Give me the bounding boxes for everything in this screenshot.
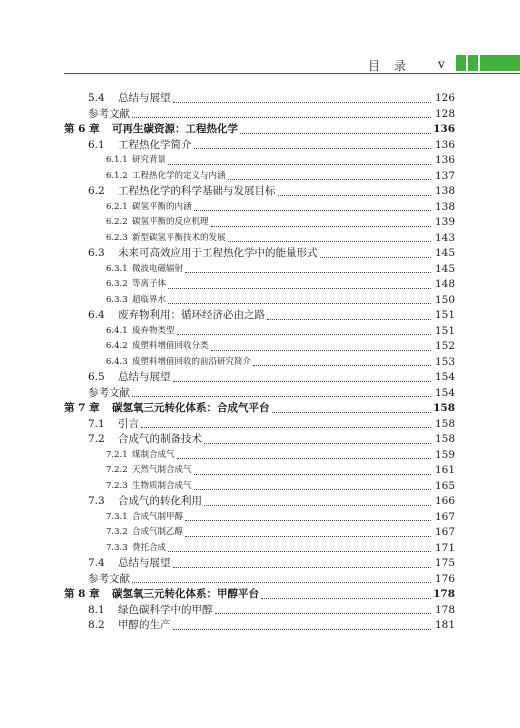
toc-entry-number: 7.3.3 (106, 542, 128, 553)
toc-entry (88, 245, 455, 260)
toc-entry-number: 7.3.1 (106, 511, 128, 522)
toc-entry (106, 261, 455, 276)
toc-entry-title: 合成气制乙醇 (132, 527, 184, 537)
toc-entry-title: 研究背景 (132, 155, 167, 165)
toc-entry-page: 148 (434, 278, 455, 290)
toc-entry-title: 合成气制甲醇 (132, 511, 184, 522)
toc-entry-title: 煤制合成气 (132, 449, 175, 460)
toc-entry-page: 161 (434, 464, 455, 476)
toc-leader-dots (177, 325, 431, 335)
toc-entry-page: 178 (433, 588, 455, 600)
toc-entry (64, 121, 455, 136)
toc-entry-number: 第 7 章 (64, 402, 100, 414)
toc-leader-dots (132, 108, 431, 118)
header-green-bar (456, 55, 466, 71)
toc-entry-page: 126 (434, 92, 455, 104)
toc-leader-dots (204, 496, 431, 506)
toc-entry-number: 6.2.1 (106, 201, 128, 212)
toc-entry-title: 工程热化学的定义与内涵 (132, 170, 226, 181)
toc-entry-number: 7.2.3 (106, 480, 128, 491)
toc-entry (88, 106, 455, 121)
toc-entry-number: 6.1.1 (106, 155, 128, 165)
toc-entry (106, 462, 455, 477)
toc-leader-dots (185, 527, 431, 537)
toc-entry-title: 总结与展望 (118, 557, 171, 569)
toc-entry-page: 138 (434, 200, 455, 213)
header-page-number: v (438, 57, 445, 71)
toc-entry-number: 6.1 (88, 138, 105, 151)
toc-entry-page: 158 (434, 433, 455, 445)
toc-entry-title: 碳氢平衡的内涵 (132, 201, 192, 212)
header-title: 目录 (368, 59, 421, 73)
toc-entry-title: 绿色碳科学中的甲醇 (118, 603, 213, 616)
toc-leader-dots (177, 449, 431, 459)
toc-entry-page: 136 (434, 154, 455, 166)
toc-leader-dots (211, 341, 431, 351)
toc-entry (106, 214, 455, 229)
toc-entry (88, 431, 455, 446)
toc-entry-page: 154 (434, 371, 455, 383)
toc-entry-page: 178 (434, 603, 455, 616)
toc-entry (106, 540, 455, 555)
toc-entry (88, 602, 455, 617)
toc-entry (88, 555, 455, 570)
toc-entry (88, 571, 455, 586)
toc-entry-number: 6.3.1 (106, 263, 128, 274)
toc-entry-number: 6.2.2 (106, 217, 128, 227)
toc-entry (88, 493, 455, 508)
header-rule (64, 73, 520, 74)
toc-entry-title: 费托合成 (132, 542, 167, 553)
toc-entry-title: 生物质制合成气 (132, 480, 192, 491)
toc-leader-dots (173, 372, 432, 382)
toc-entry-number: 8.2 (88, 619, 105, 631)
toc-entry (106, 276, 455, 291)
toc-entry-number: 6.4.3 (106, 356, 128, 367)
toc-entry (64, 400, 455, 415)
toc-entry (106, 354, 455, 369)
toc-leader-dots (261, 589, 431, 599)
running-header (0, 55, 520, 75)
toc-entry-page: 166 (434, 495, 455, 507)
toc-entry (106, 478, 455, 493)
toc-entry-number: 7.3.2 (106, 527, 128, 537)
toc-entry-title: 参考文献 (88, 386, 130, 399)
toc-leader-dots (173, 620, 432, 630)
toc-leader-dots (204, 434, 431, 444)
toc-entry (106, 292, 455, 307)
toc-entry (88, 307, 455, 322)
toc-entry (88, 385, 455, 400)
toc-entry-title: 碳氢氧三元转化体系：合成气平台 (112, 402, 270, 414)
toc-leader-dots (132, 573, 431, 583)
toc-entry-page: 145 (434, 262, 455, 275)
toc-entry-page: 154 (434, 386, 455, 399)
toc-entry-title: 碳氢氧三元转化体系：甲醇平台 (112, 588, 259, 600)
toc-entry-page: 143 (434, 231, 455, 244)
toc-leader-dots (253, 356, 431, 366)
toc-entry (88, 369, 455, 384)
toc-entry-number: 6.3.3 (106, 294, 128, 305)
toc-entry-number: 第 6 章 (64, 123, 100, 135)
toc-leader-dots (194, 201, 431, 211)
toc-entry-number: 7.1 (88, 417, 105, 430)
toc-entry-page: 136 (434, 138, 455, 151)
toc-leader-dots (240, 124, 431, 134)
toc-leader-dots (168, 279, 431, 289)
toc-entry-page: 128 (434, 107, 455, 120)
toc-entry-number: 6.3.2 (106, 279, 128, 289)
header-green-bar (468, 55, 478, 71)
toc-leader-dots (168, 542, 431, 552)
toc-entry-page: 167 (434, 526, 455, 538)
toc-entry-title: 未来可高效应用于工程热化学中的能量形式 (118, 247, 318, 259)
toc-leader-dots (272, 403, 432, 413)
toc-entry-page: 171 (434, 541, 455, 554)
toc-entry-title: 碳氢平衡的反应机理 (132, 217, 209, 227)
toc-entry-page: 136 (433, 123, 455, 135)
toc-leader-dots (185, 263, 431, 273)
toc-entry-page: 150 (434, 293, 455, 306)
toc-entry (88, 90, 455, 105)
toc-entry (106, 524, 455, 539)
toc-entry-page: 158 (433, 402, 455, 414)
toc-leader-dots (168, 294, 431, 304)
toc-entry-title: 可再生碳资源：工程热化学 (112, 123, 238, 135)
toc-entry (106, 152, 455, 167)
toc-entry-title: 新型碳氢平衡技术的发展 (132, 232, 226, 243)
toc-entry-title: 参考文献 (88, 572, 130, 585)
toc-leader-dots (168, 155, 431, 165)
toc-entry (106, 447, 455, 462)
toc-entry-page: 139 (434, 216, 455, 228)
toc-leader-dots (194, 139, 432, 149)
toc-entry-number: 7.2.2 (106, 465, 128, 475)
toc-leader-dots (215, 604, 432, 614)
toc-leader-dots (228, 232, 431, 242)
toc-leader-dots (194, 480, 431, 490)
toc-entry (106, 230, 455, 245)
toc-entry-number: 7.3 (88, 495, 105, 507)
toc-entry-number: 7.4 (88, 557, 105, 569)
toc-entry-title: 甲醇的生产 (118, 619, 171, 631)
toc-entry-title: 天然气制合成气 (132, 465, 192, 475)
toc-entry (106, 323, 455, 338)
toc-leader-dots (278, 186, 432, 196)
toc-entry-number: 6.4.2 (106, 341, 128, 351)
toc-entry-title: 废塑料增值回收分类 (132, 341, 209, 351)
toc-entry-number: 6.4 (88, 309, 105, 321)
toc-leader-dots (132, 387, 431, 397)
toc-leader-dots (267, 310, 431, 320)
toc-entry-page: 181 (434, 619, 455, 631)
toc-entry (106, 509, 455, 524)
toc-entry-page: 152 (434, 340, 455, 352)
toc-entry-number: 6.2.3 (106, 232, 128, 243)
toc-leader-dots (185, 511, 431, 521)
toc-entry-page: 159 (434, 448, 455, 461)
toc-entry-number: 8.1 (88, 603, 105, 616)
toc-entry-page: 176 (434, 572, 455, 585)
toc-entry-page: 138 (434, 185, 455, 197)
toc-leader-dots (141, 418, 431, 428)
toc-entry-title: 引言 (118, 417, 139, 430)
toc-entry-title: 工程热化学的科学基础与发展目标 (118, 185, 276, 197)
toc-entry-title: 超临界水 (132, 294, 167, 305)
toc-leader-dots (173, 93, 432, 103)
toc-entry-title: 等离子体 (132, 279, 167, 289)
toc-leader-dots (194, 465, 431, 475)
toc-entry (88, 183, 455, 198)
toc-entry-title: 合成气的转化利用 (118, 495, 202, 507)
toc-entry-page: 175 (434, 557, 455, 569)
toc-entry-page: 151 (434, 324, 455, 337)
toc-entry-title: 工程热化学简介 (118, 138, 192, 151)
toc-entry-title: 废弃物类型 (132, 325, 175, 336)
toc-entry-page: 167 (434, 510, 455, 523)
toc-entry-number: 6.5 (88, 371, 105, 383)
toc-entry-number: 第 8 章 (64, 588, 100, 600)
toc-leader-dots (228, 170, 431, 180)
toc-entry-title: 参考文献 (88, 107, 130, 120)
toc-entry (64, 586, 455, 601)
toc-entry (106, 338, 455, 353)
toc-entry (106, 199, 455, 214)
toc-entry-page: 158 (434, 417, 455, 430)
toc-leader-dots (320, 248, 432, 258)
toc-entry-title: 废塑料增值回收的前沿研究简介 (132, 356, 252, 367)
toc-leader-dots (211, 217, 431, 227)
header-green-bar (480, 55, 520, 71)
toc-entry (106, 168, 455, 183)
toc-entry (88, 416, 455, 431)
toc-entry-number: 7.2.1 (106, 449, 128, 460)
toc-entry-number: 5.4 (88, 92, 105, 104)
toc-entry-title: 微波电磁辐射 (132, 263, 184, 274)
toc-entry-title: 总结与展望 (118, 92, 171, 104)
toc-entry-page: 145 (434, 247, 455, 259)
toc-entry-number: 6.4.1 (106, 325, 128, 336)
toc-entry-number: 6.3 (88, 247, 105, 259)
toc-entry-page: 165 (434, 479, 455, 492)
toc-entry-title: 废弃物利用：循环经济必由之路 (118, 309, 265, 321)
toc-entry-number: 6.1.2 (106, 170, 128, 181)
toc-entry (88, 137, 455, 152)
toc-entry-title: 合成气的制备技术 (118, 433, 202, 445)
toc-entry-page: 137 (434, 169, 455, 182)
toc-entry (88, 617, 455, 632)
toc-entry-page: 151 (434, 309, 455, 321)
toc-entry-number: 6.2 (88, 185, 105, 197)
toc-leader-dots (173, 558, 432, 568)
toc-entry-number: 7.2 (88, 433, 105, 445)
toc-entry-page: 153 (434, 355, 455, 368)
toc-entry-title: 总结与展望 (118, 371, 171, 383)
